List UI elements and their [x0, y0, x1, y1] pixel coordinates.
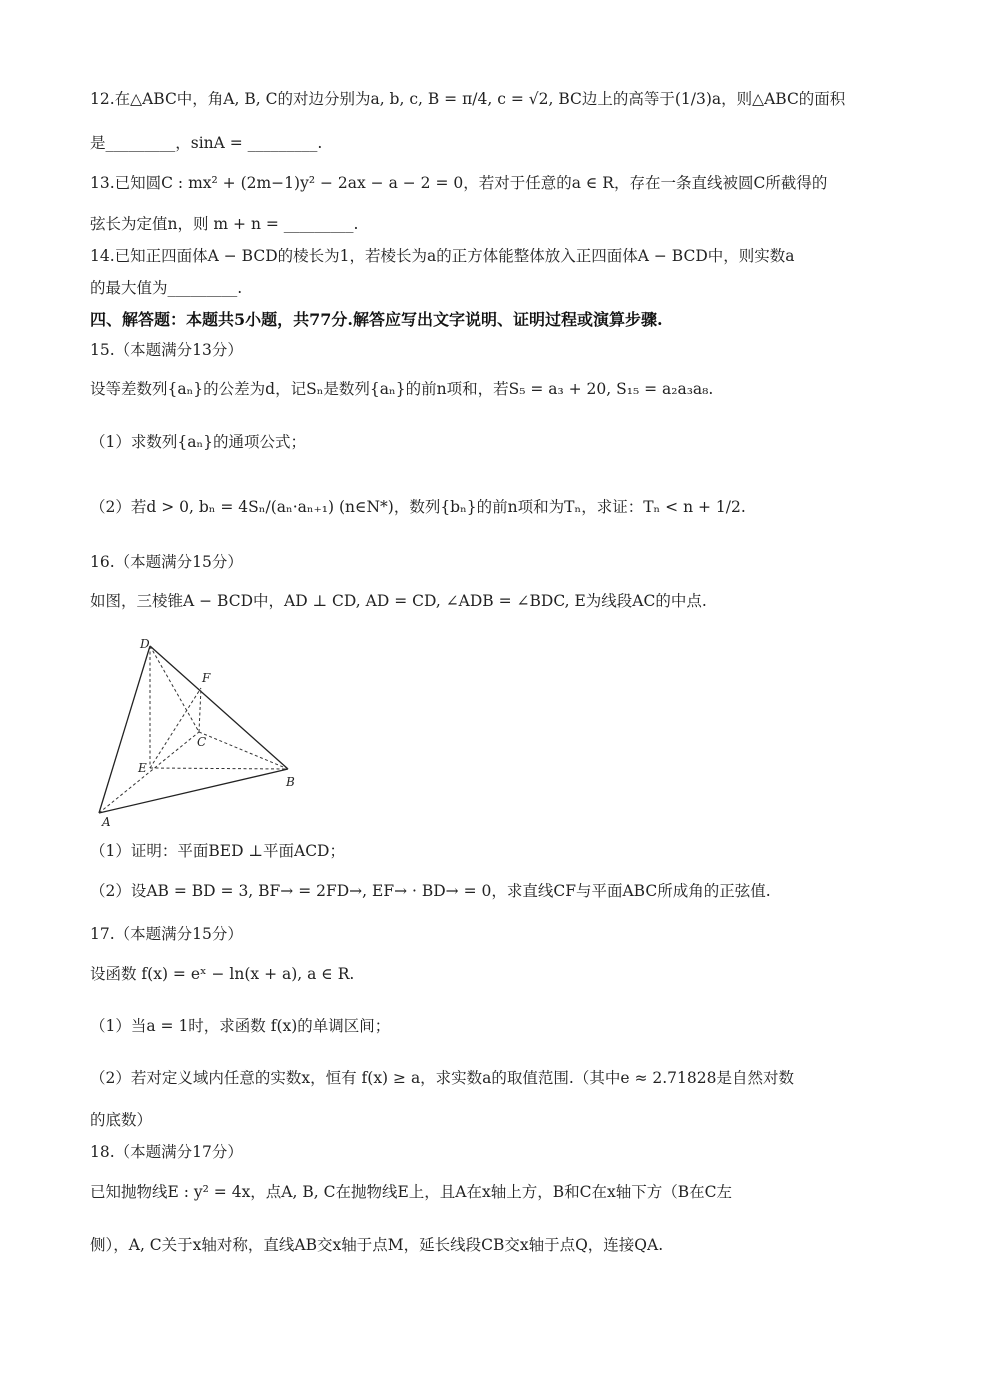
q13-line1: 13.已知圆C : mx² + (2m−1)y² − 2ax − a − 2 = 0，若对于任意的a ∈ R，存在一条直线被圆C所截得的 [90, 174, 828, 192]
q17-part1: （1）当a = 1时，求函数 f(x)的单调区间； [90, 1017, 391, 1035]
segment-EB [150, 768, 288, 769]
edge-DA [99, 646, 150, 813]
segment-EF [150, 688, 201, 768]
q16-title: 16.（本题满分15分） [90, 553, 243, 571]
edge-AB [99, 769, 288, 813]
label-A: A [102, 815, 111, 829]
q16-stem: 如图，三棱锥A − BCD中，AD ⊥ CD, AD = CD, ∠ADB = ∠BDC, E为线段AC的中点. [90, 592, 707, 610]
q16-part2: （2）设AB = BD = 3, BF→ = 2FD→, EF→ · BD→ = 0，求直线CF与平面ABC所成角的正弦值. [90, 882, 771, 900]
edge-DB [150, 646, 288, 769]
label-B: B [286, 775, 295, 789]
q15-part1: （1）求数列{aₙ}的通项公式； [90, 433, 307, 451]
q17-stem: 设函数 f(x) = eˣ − ln(x + a), a ∈ R. [90, 965, 355, 983]
edge-CB [199, 732, 288, 769]
label-E: E [138, 761, 147, 775]
q15-stem: 设等差数列{aₙ}的公差为d，记Sₙ是数列{aₙ}的前n项和，若S₅ = a₃ + 20, S₁₅ = a₂a₃a₈. [90, 380, 714, 398]
edge-DC [150, 646, 199, 732]
q17-part2-line2: 的底数） [90, 1111, 153, 1129]
q13-line2: 弦长为定值n，则 m + n = _________. [90, 215, 359, 233]
q18-line1: 已知抛物线E : y² = 4x，点A, B, C在抛物线E上，且A在x轴上方，B和C在x轴下方（B在C左 [90, 1183, 732, 1201]
q17-title: 17.（本题满分15分） [90, 925, 243, 943]
q14-line2: 的最大值为_________. [90, 279, 243, 297]
q16-part1: （1）证明：平面BED ⊥平面ACD； [90, 842, 345, 860]
q14-line1: 14.已知正四面体A − BCD的棱长为1，若棱长为a的正方体能整体放入正四面体A − BCD中，则实数a [90, 247, 795, 265]
label-D: D [140, 637, 150, 651]
q15-part2: （2）若d > 0, bₙ = 4Sₙ/(aₙ·aₙ₊₁) (n∈N*)，数列{bₙ}的前n项和为Tₙ，求证：Tₙ < n + 1/2. [90, 498, 746, 516]
section-heading: 四、解答题：本题共5小题，共77分.解答应写出文字说明、证明过程或演算步骤. [90, 310, 663, 329]
q17-part2-line1: （2）若对定义域内任意的实数x，恒有 f(x) ≥ a，求实数a的取值范围.（其中e ≈ 2.71828是自然对数 [90, 1069, 794, 1087]
q12-line1: 12.在△ABC中，角A, B, C的对边分别为a, b, c, B = π/4, c = √2, BC边上的高等于(1/3)a，则△ABC的面积 [90, 90, 846, 108]
segment-CF [199, 688, 201, 732]
label-C: C [197, 735, 207, 749]
label-F: F [202, 671, 211, 685]
q18-title: 18.（本题满分17分） [90, 1143, 243, 1161]
q15-title: 15.（本题满分13分） [90, 341, 243, 359]
q12-line2: 是_________，sinA = _________. [90, 134, 323, 152]
q18-line2: 侧），A, C关于x轴对称，直线AB交x轴于点M，延长线段CB交x轴于点Q，连接QA. [90, 1236, 664, 1254]
tetrahedron-figure [92, 636, 312, 836]
